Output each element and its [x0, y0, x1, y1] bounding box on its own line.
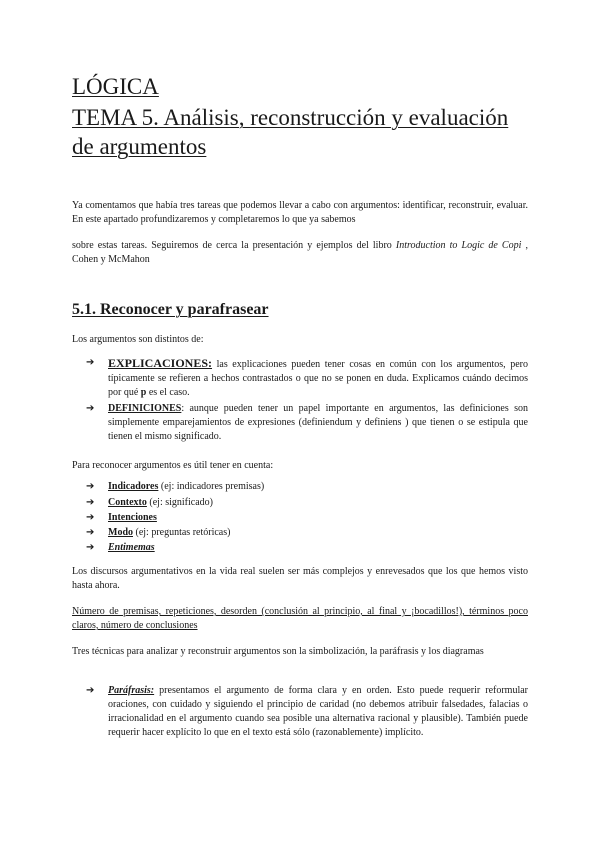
item-note: (ej: indicadores premisas) [158, 481, 265, 492]
intro-paragraph-1: Ya comentamos que había tres tareas que podemos llevar a cabo con argumentos: identificar, reconstruir, evaluar. En este apartado profundizaremos y completaremos lo que ya sabemos [72, 200, 528, 225]
recognize-intro: Para reconocer argumentos es útil tener en cuenta: [72, 460, 274, 471]
list-item-entimemas [86, 541, 528, 555]
definiciones-text: : aunque pueden tener un papel importante en argumentos, las definiciones son simplemente emparejamientos de expresiones (definiendum y definiens ) que tienen o se estipula que tienen el mismo significado. [108, 403, 528, 442]
list-item-contexto [86, 496, 528, 510]
item-label: Contexto [108, 497, 147, 508]
arrow-bullet-icon: ➔ [86, 685, 95, 696]
topic-heading-line1: TEMA 5. Análisis, reconstrucción y evaluación [72, 105, 509, 130]
document-title: LÓGICA [72, 74, 159, 99]
intro-paragraph-2 [72, 239, 528, 267]
explicaciones-p: p [140, 387, 147, 398]
arrow-bullet-icon: ➔ [86, 357, 95, 368]
arrow-bullet-icon: ➔ [86, 481, 95, 492]
bullet-explicaciones [86, 356, 528, 400]
arrow-bullet-icon: ➔ [86, 497, 95, 508]
book-title: Introduction to Logic de Copi [395, 240, 522, 251]
intro-paragraph-2-text: sobre estas tareas. Seguiremos de cerca la presentación y ejemplos del libro [72, 240, 396, 251]
list-item-intenciones [86, 511, 528, 525]
parafrasis-text: presentamos el argumento de forma clara y en orden. Esto puede requerir reformular oraciones, con cuidado y siguiendo el principio de caridad (no debemos atribuir falsedades, falacias o irracionalidad en el argumento cuando sea posible una alternativa racional y plausible). También puede requerir hacer explícito lo que en el texto está sólo (razonablemente) implícito. [108, 685, 528, 738]
list-item-indicadores [86, 480, 528, 494]
explicaciones-label: EXPLICACIONES: [108, 356, 213, 370]
book-authors: , Cohen y McMahon [72, 240, 528, 265]
item-label: Intenciones [108, 512, 157, 523]
item-label: Indicadores [108, 481, 159, 492]
topic-heading-line2: de argumentos [72, 134, 207, 159]
bullet-definiciones [86, 402, 528, 444]
techniques-paragraph: Tres técnicas para analizar y reconstruir argumentos son la simbolización, la paráfrasis y los diagramas [72, 646, 484, 657]
arrow-bullet-icon: ➔ [86, 527, 95, 538]
arrow-bullet-icon: ➔ [86, 512, 95, 523]
distinct-intro: Los argumentos son distintos de: [72, 334, 204, 345]
explicaciones-text-end: es el caso. [146, 387, 190, 398]
item-label: Entimemas [108, 542, 155, 553]
underlined-paragraph: Número de premisas, repeticiones, desorden (conclusión al principio, al final y ¡bocadillos!), términos poco claros, número de conclusiones [72, 606, 528, 631]
item-label: Modo [108, 527, 133, 538]
section-heading: 5.1. Reconocer y parafrasear [72, 301, 269, 318]
definiciones-label: DEFINICIONES [108, 403, 182, 414]
item-note: (ej: preguntas retóricas) [133, 527, 231, 538]
parafrasis-label: Paráfrasis: [108, 685, 155, 696]
explicaciones-text: las explicaciones pueden tener cosas en común con los argumentos, pero típicamente se refieren a hechos contrastados o que no se ponen en duda. Explicamos cuándo decimos por qué [108, 359, 528, 398]
arrow-bullet-icon: ➔ [86, 403, 95, 414]
complex-paragraph: Los discursos argumentativos en la vida real suelen ser más complejos y enrevesados que los que hemos visto hasta ahora. [72, 566, 528, 591]
bullet-parafrasis [86, 684, 528, 740]
list-item-modo [86, 526, 528, 540]
item-note: (ej: significado) [146, 497, 213, 508]
arrow-bullet-icon: ➔ [86, 542, 95, 553]
